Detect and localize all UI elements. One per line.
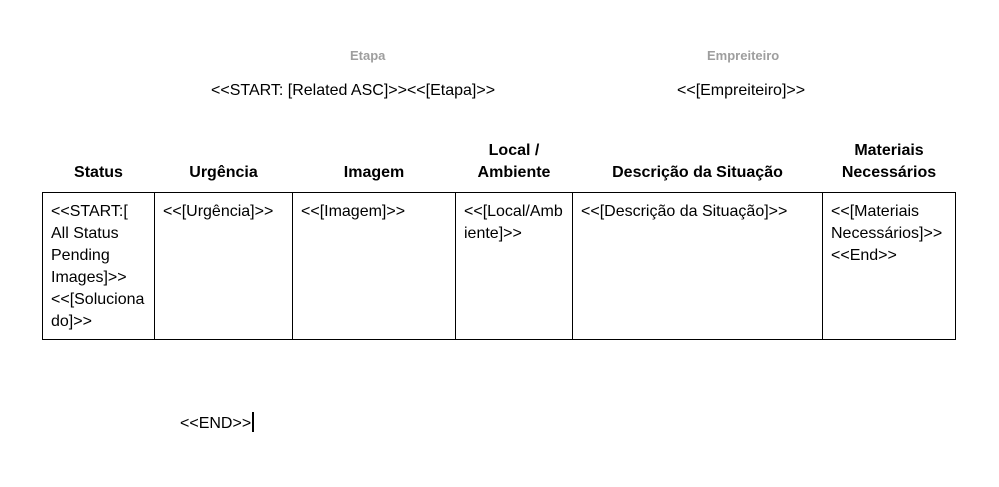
cell-descricao[interactable]: <<[Descrição da Situação]>> — [573, 193, 823, 340]
cell-local-ambiente[interactable]: <<[Local/Ambiente]>> — [456, 193, 573, 340]
cell-materiais[interactable]: <<[Materiais Necessários]>><<End>> — [823, 193, 956, 340]
header-materiais: Materiais Necessários — [841, 142, 937, 181]
end-merge-field: <<END>> — [180, 415, 252, 432]
empreiteiro-merge-field[interactable]: <<[Empreiteiro]>> — [677, 82, 806, 99]
cell-status[interactable]: <<START:[ All Status Pending Images]>><<[Solucionado]>> — [43, 193, 155, 340]
header-imagem: Imagem — [343, 164, 405, 181]
table-row — [43, 193, 956, 340]
empreiteiro-label: Empreiteiro — [707, 48, 780, 63]
cell-imagem[interactable]: <<[Imagem]>> — [293, 193, 456, 340]
text-cursor — [252, 412, 254, 432]
etapa-merge-field[interactable]: <<START: [Related ASC]>><<[Etapa]>> — [211, 82, 496, 99]
issues-table — [42, 140, 956, 340]
header-descricao: Descrição da Situação — [612, 164, 783, 181]
etapa-label: Etapa — [350, 48, 386, 63]
table-header-row — [43, 140, 956, 193]
cell-urgencia[interactable]: <<[Urgência]>> — [155, 193, 293, 340]
issues-table-container — [42, 140, 956, 340]
header-urgencia: Urgência — [189, 164, 258, 181]
header-local-ambiente: Local / Ambiente — [477, 142, 551, 181]
end-merge-field-line[interactable] — [180, 412, 254, 433]
header-status: Status — [74, 164, 123, 181]
